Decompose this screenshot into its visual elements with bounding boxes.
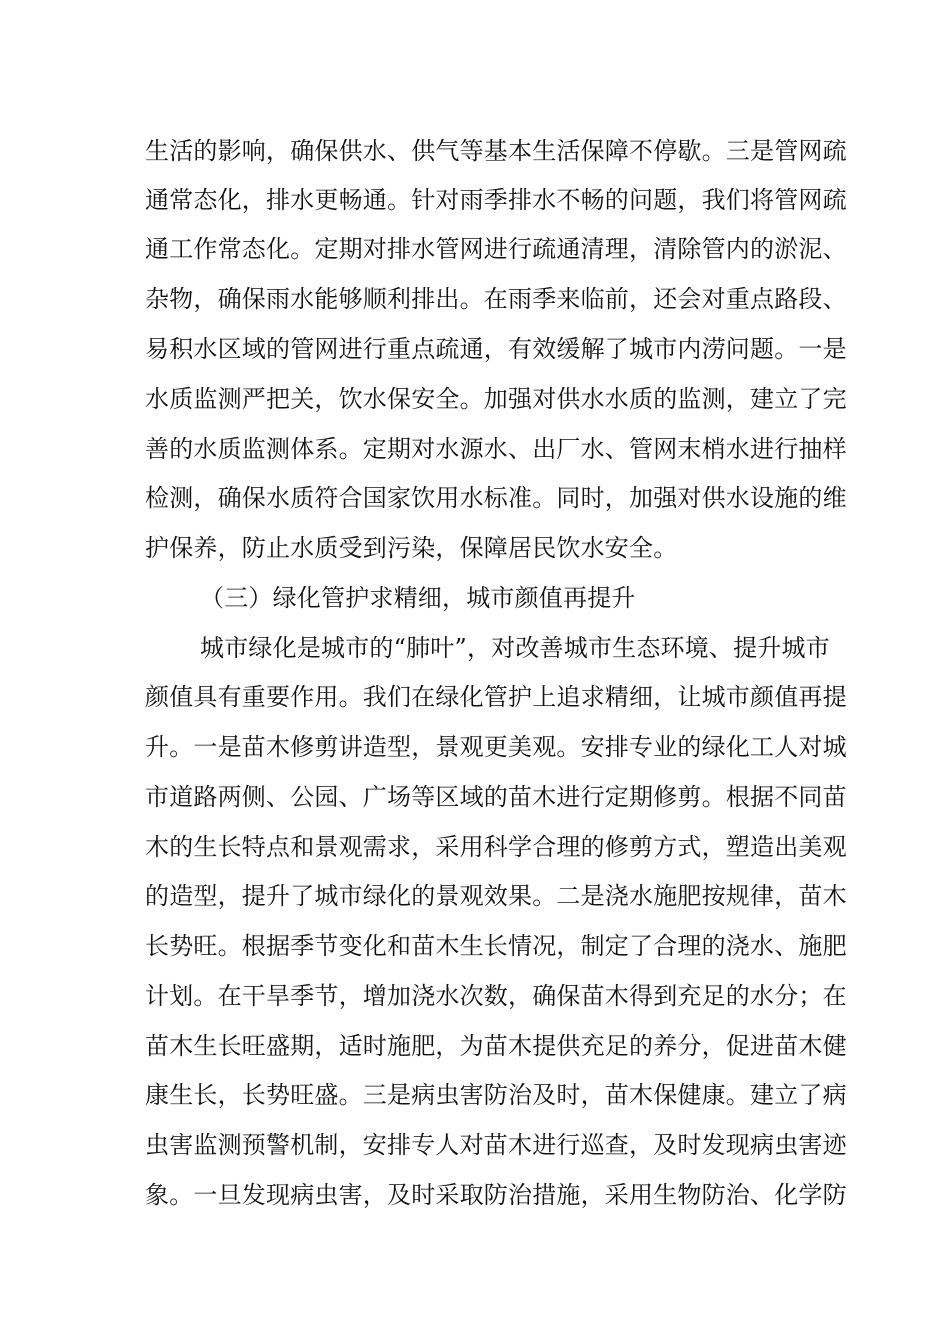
paragraph-line: 的造型，提升了城市绿化的景观效果。二是浇水施肥按规律，苗木 — [145, 882, 847, 910]
paragraph-line: 木的生长特点和景观需求，采用科学合理的修剪方式，塑造出美观 — [145, 833, 847, 861]
paragraph-line: 虫害监测预警机制，安排专人对苗木进行巡查，及时发现病虫害迹 — [145, 1131, 847, 1159]
paragraph-line: 计划。在干旱季节，增加浇水次数，确保苗木得到充足的水分；在 — [145, 982, 847, 1010]
paragraph-line: 康生长，长势旺盛。三是病虫害防治及时，苗木保健康。建立了病 — [145, 1081, 847, 1109]
paragraph-line: 市道路两侧、公园、广场等区域的苗木进行定期修剪。根据不同苗 — [145, 783, 847, 811]
paragraph-line: 通工作常态化。定期对排水管网进行疏通清理，清除管内的淤泥、 — [145, 235, 847, 263]
paragraph-line: 生活的影响，确保供水、供气等基本生活保障不停歇。三是管网疏 — [145, 137, 847, 165]
paragraph-line: 升。一是苗木修剪讲造型，景观更美观。安排专业的绿化工人对城 — [145, 733, 847, 761]
paragraph-line: 护保养，防止水质受到污染，保障居民饮水安全。 — [145, 534, 678, 562]
paragraph-line: 杂物，确保雨水能够顺利排出。在雨季来临前，还会对重点路段、 — [145, 285, 847, 313]
section-heading: （三）绿化管护求精细，城市颜值再提升 — [200, 584, 636, 612]
paragraph-line: 象。一旦发现病虫害，及时采取防治措施，采用生物防治、化学防 — [145, 1181, 847, 1209]
paragraph-line: 长势旺。根据季节变化和苗木生长情况，制定了合理的浇水、施肥 — [145, 932, 847, 960]
paragraph-line: 易积水区域的管网进行重点疏通，有效缓解了城市内涝问题。一是 — [145, 335, 847, 363]
paragraph-line: 善的水质监测体系。定期对水源水、出厂水、管网末梢水进行抽样 — [145, 435, 847, 463]
paragraph-line: 苗木生长旺盛期，适时施肥，为苗木提供充足的养分，促进苗木健 — [145, 1032, 847, 1060]
paragraph-line: 检测，确保水质符合国家饮用水标准。同时，加强对供水设施的维 — [145, 484, 847, 512]
paragraph-first-line: 城市绿化是城市的“肺叶”，对改善城市生态环境、提升城市 — [200, 634, 830, 662]
paragraph-line: 通常态化，排水更畅通。针对雨季排水不畅的问题，我们将管网疏 — [145, 186, 847, 214]
paragraph-line: 水质监测严把关，饮水保安全。加强对供水水质的监测，建立了完 — [145, 385, 847, 413]
paragraph-line: 颜值具有重要作用。我们在绿化管护上追求精细，让城市颜值再提 — [145, 683, 847, 711]
